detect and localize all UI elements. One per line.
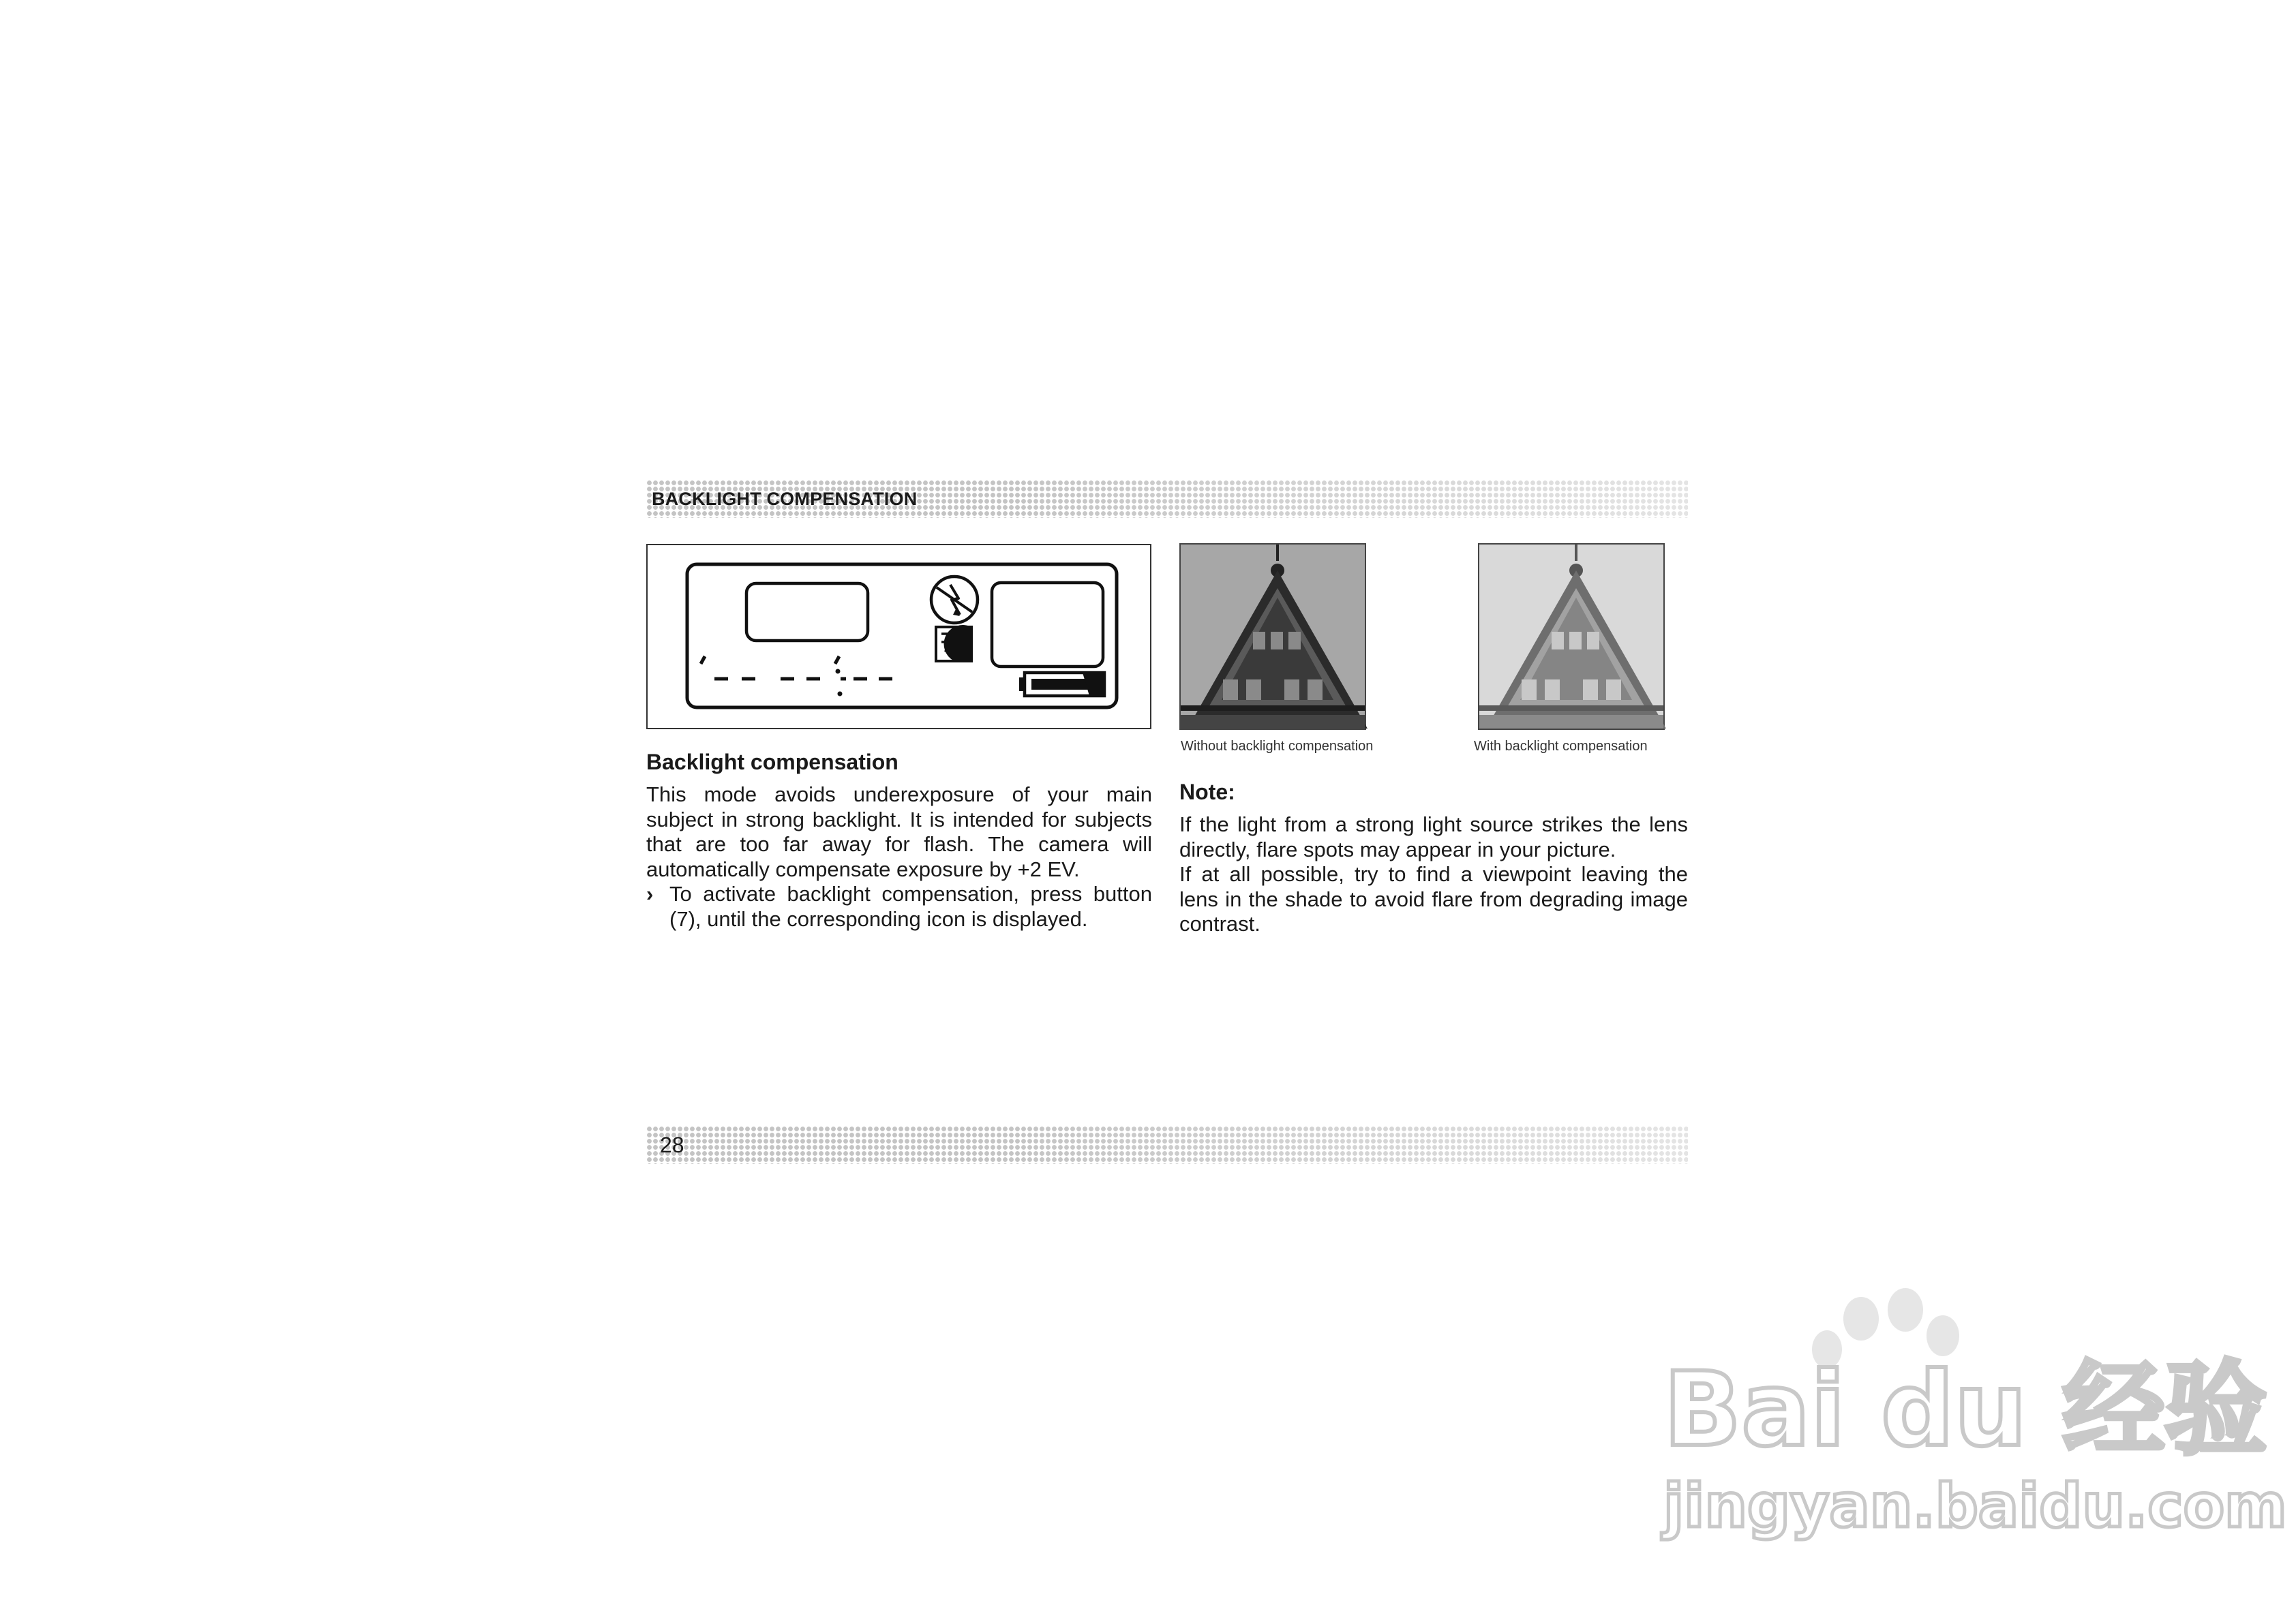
lcd-diagram xyxy=(648,545,1153,731)
colon-dot-bottom xyxy=(838,692,843,697)
lcd-right-segment-frame xyxy=(992,583,1103,667)
segment-dashes xyxy=(701,656,892,679)
note-paragraph-1: If the light from a strong light source strikes the lens directly, flare spots may appear in your picture. xyxy=(1179,812,1688,861)
lcd-display-illustration xyxy=(646,544,1151,729)
photo-with-backlight-compensation xyxy=(1478,543,1665,730)
section-header-band xyxy=(646,480,1688,518)
watermark-url: jingyan.baidu.com xyxy=(1663,1471,2287,1541)
backlight-heading: Backlight compensation xyxy=(646,750,898,774)
watermark-brand: Bai du 经验 xyxy=(1663,1351,2267,1469)
chevron-right-icon: › xyxy=(646,882,654,906)
note-heading: Note: xyxy=(1179,780,1235,804)
backlight-description: This mode avoids underexposure of your main subject in strong backlight. It is intended for subjects that are too far away for flash. The camera will automatically compensate exposure by +2 EV. xyxy=(646,782,1152,881)
photo-without-backlight-compensation xyxy=(1179,543,1366,730)
lcd-gap xyxy=(892,582,897,587)
section-title: BACKLIGHT COMPENSATION xyxy=(652,489,918,509)
instruction-step xyxy=(646,882,1152,932)
colon-dot-top xyxy=(836,669,841,674)
caption-with-compensation: With backlight compensation xyxy=(1474,739,1648,754)
baidu-watermark xyxy=(1636,1281,2287,1554)
page-number: 28 xyxy=(660,1133,684,1157)
flash-off-icon xyxy=(931,577,978,623)
battery-icon xyxy=(1019,673,1104,696)
backlight-icon xyxy=(936,625,971,661)
instruction-text: To activate backlight compensation, press button (7), until the corresponding icon is displayed. xyxy=(669,882,1152,931)
lcd-left-segment-frame xyxy=(746,583,868,641)
footer-band xyxy=(646,1126,1688,1164)
caption-without-compensation: Without backlight compensation xyxy=(1181,739,1374,754)
note-paragraph-2: If at all possible, try to find a viewpoint leaving the lens in the shade to avoid flare from degrading image contrast. xyxy=(1179,862,1688,936)
